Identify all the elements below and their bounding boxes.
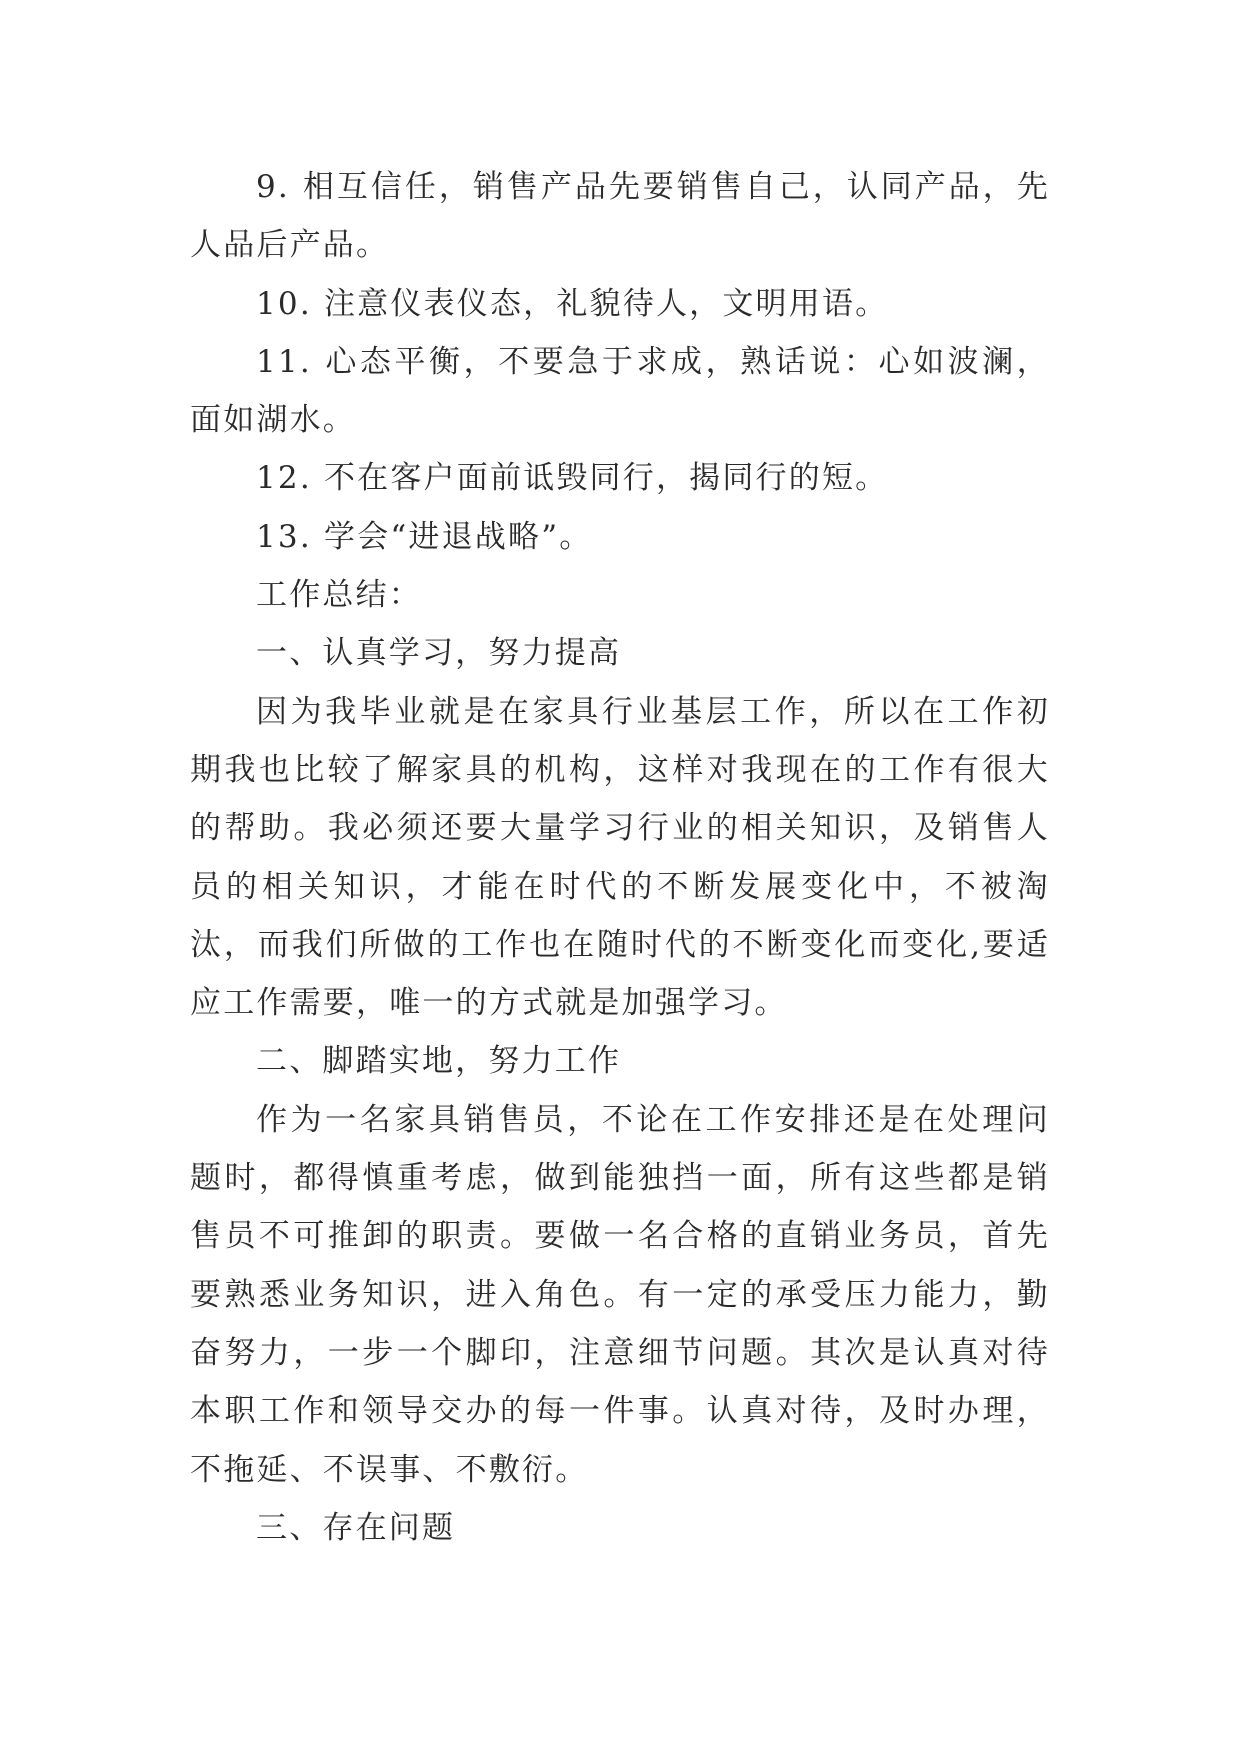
paragraph-study: 因为我毕业就是在家具行业基层工作，所以在工作初期我也比较了解家具的机构，这样对我现在的工作有很大的帮助。我必须还要大量学习行业的相关知识，及销售人员的相关知识，才能在时代的不断发展变化中，不被淘汰，而我们所做的工作也在随时代的不断变化而变化,要适应工作需要，唯一的方式就是加强学习。 bbox=[190, 693, 1050, 1022]
section-title-work-summary: 工作总结： bbox=[256, 577, 422, 614]
paragraph-item-10: 10. 注意仪表仪态，礼貌待人，文明用语。 bbox=[256, 285, 889, 322]
section-heading-1: 一、认真学习，努力提高 bbox=[256, 635, 622, 672]
paragraph-item-9: 9. 相互信任，销售产品先要销售自己，认同产品，先人品后产品。 bbox=[190, 169, 1050, 264]
section-heading-3: 三、存在问题 bbox=[256, 1509, 456, 1546]
paragraph-item-11: 11. 心态平衡，不要急于求成，熟话说：心如波澜，面如湖水。 bbox=[190, 343, 1050, 439]
paragraph-item-12: 12. 不在客户面前诋毁同行，揭同行的短。 bbox=[256, 460, 889, 497]
section-heading-2: 二、脚踏实地，努力工作 bbox=[256, 1043, 622, 1080]
paragraph-work: 作为一名家具销售员，不论在工作安排还是在处理问题时，都得慎重考虑，做到能独挡一面，所有这些都是销售员不可推卸的职责。要做一名合格的直销业务员，首先要熟悉业务知识，进入角色。有一定的承受压力能力，勤奋努力，一步一个脚印，注意细节问题。其次是认真对待本职工作和领导交办的每一件事。认真对待，及时办理，不拖延、不误事、不敷衍。 bbox=[190, 1101, 1050, 1488]
paragraph-item-13: 13. 学会“进退战略”。 bbox=[256, 518, 593, 555]
document-body bbox=[190, 158, 1050, 1557]
